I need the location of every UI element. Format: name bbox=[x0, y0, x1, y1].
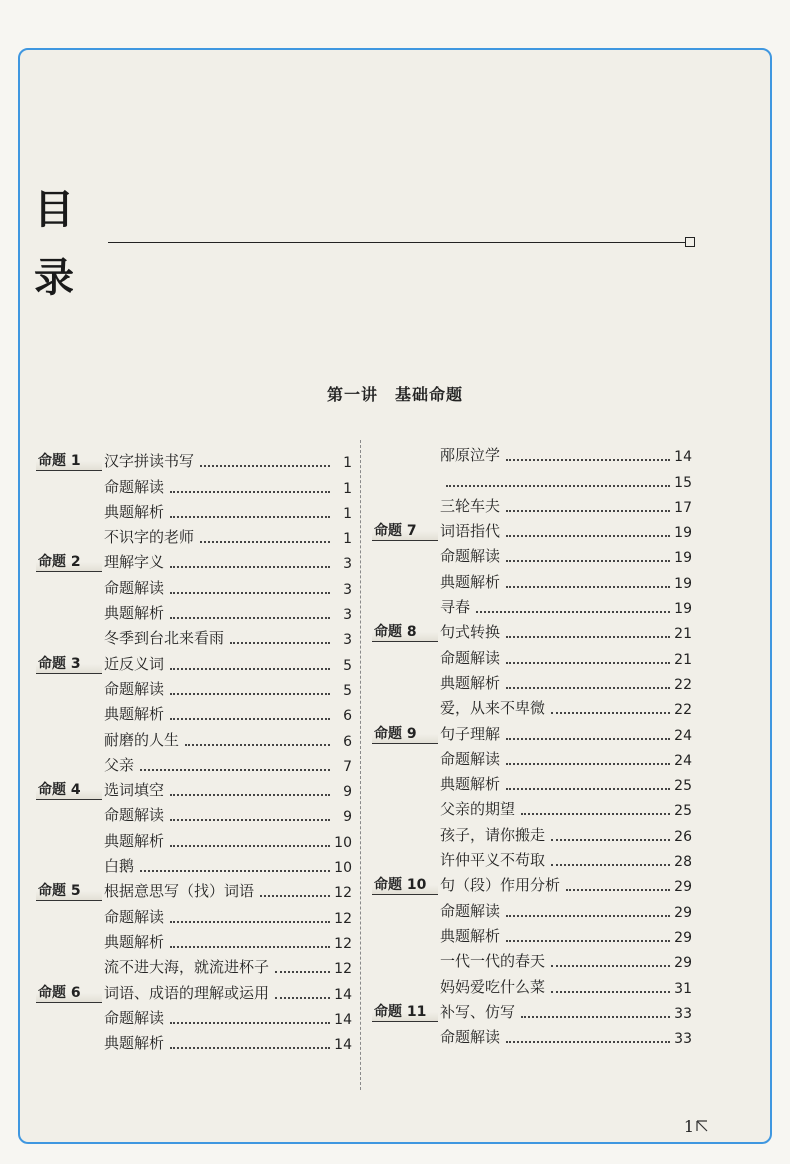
toc-entry-title: 命题解读 bbox=[104, 578, 165, 597]
toc-page-number: 24 bbox=[674, 752, 692, 769]
toc-entry-row[interactable] bbox=[372, 491, 692, 516]
toc-page-number: 19 bbox=[674, 550, 692, 567]
leader-dots bbox=[170, 1047, 330, 1049]
heading-rule bbox=[108, 242, 688, 243]
toc-entry-title: 孩子，请你搬走 bbox=[440, 825, 546, 844]
toc-page-number: 26 bbox=[674, 828, 692, 845]
leader-dots bbox=[170, 819, 330, 821]
toc-entry-title: 父亲的期望 bbox=[440, 800, 516, 819]
leader-dots bbox=[170, 845, 330, 847]
toc-entry-row[interactable] bbox=[36, 927, 352, 952]
toc-entry-row[interactable] bbox=[372, 895, 692, 920]
toc-entry-title: 一代一代的春天 bbox=[440, 952, 546, 971]
toc-entry-title: 典题解析 bbox=[104, 604, 165, 623]
toc-entry-row[interactable] bbox=[36, 623, 352, 648]
toc-entry-row[interactable] bbox=[372, 566, 692, 591]
toc-page-number: 7 bbox=[343, 758, 352, 775]
toc-entry-row[interactable] bbox=[372, 794, 692, 819]
toc-page-number: 14 bbox=[334, 1037, 352, 1054]
toc-entry-title: 理解字义 bbox=[104, 553, 165, 572]
toc-page-number: 12 bbox=[334, 910, 352, 927]
toc-entry-row[interactable] bbox=[36, 851, 352, 876]
column-divider bbox=[360, 440, 361, 1090]
toc-entry-row[interactable] bbox=[372, 921, 692, 946]
toc-page-number: 19 bbox=[674, 601, 692, 618]
topic-badge: 命题 2 bbox=[36, 551, 102, 572]
toc-topic-row[interactable] bbox=[36, 648, 352, 673]
leader-dots bbox=[506, 459, 670, 461]
toc-page-number: 5 bbox=[343, 657, 352, 674]
bleed-through-texture bbox=[100, 110, 740, 490]
toc-entry-title: 典题解析 bbox=[104, 932, 165, 951]
toc-entry-row[interactable] bbox=[36, 724, 352, 749]
leader-dots bbox=[506, 560, 670, 562]
toc-entry-row[interactable] bbox=[36, 497, 352, 522]
toc-entry-row[interactable] bbox=[372, 744, 692, 769]
corner-arrow-icon bbox=[696, 1120, 708, 1132]
toc-entry-title: 典题解析 bbox=[104, 1034, 165, 1053]
toc-topic-row[interactable] bbox=[36, 446, 352, 471]
page-frame bbox=[18, 48, 772, 1144]
toc-entry-row[interactable] bbox=[36, 598, 352, 623]
toc-entry-row[interactable] bbox=[372, 642, 692, 667]
toc-page-number: 29 bbox=[674, 879, 692, 896]
leader-dots bbox=[521, 813, 670, 815]
toc-entry-title: 许仲平义不苟取 bbox=[440, 851, 546, 870]
leader-dots bbox=[140, 870, 330, 872]
heading-char-lu: 录 bbox=[34, 255, 74, 301]
leader-dots bbox=[506, 940, 670, 942]
toc-entry-title: 命题解读 bbox=[104, 1008, 165, 1027]
toc-page-number: 14 bbox=[334, 986, 352, 1003]
leader-dots bbox=[275, 997, 330, 999]
toc-entry-row[interactable] bbox=[372, 845, 692, 870]
toc-page-number: 9 bbox=[343, 784, 352, 801]
topic-badge: 命题 5 bbox=[36, 880, 102, 901]
leader-dots bbox=[200, 541, 330, 543]
toc-page-number: 28 bbox=[674, 854, 692, 871]
leader-dots bbox=[551, 712, 670, 714]
topic-badge: 命题 11 bbox=[372, 1001, 438, 1022]
toc-entry-title: 白鹅 bbox=[104, 857, 135, 876]
toc-entry-row[interactable] bbox=[36, 750, 352, 775]
leader-dots bbox=[521, 1016, 670, 1018]
leader-dots bbox=[551, 991, 670, 993]
toc-page-number: 12 bbox=[334, 935, 352, 952]
leader-dots bbox=[506, 1041, 670, 1043]
toc-entry-row[interactable] bbox=[372, 946, 692, 971]
toc-topic-row[interactable] bbox=[36, 876, 352, 901]
toc-page-number: 24 bbox=[674, 727, 692, 744]
toc-entry-title: 命题解读 bbox=[104, 679, 165, 698]
toc-entry-title: 妈妈爱吃什么菜 bbox=[440, 977, 546, 996]
toc-left-column bbox=[36, 446, 352, 1053]
leader-dots bbox=[170, 946, 330, 948]
toc-entry-row[interactable] bbox=[36, 825, 352, 850]
toc-page-number: 5 bbox=[343, 682, 352, 699]
toc-entry-title: 典题解析 bbox=[104, 831, 165, 850]
toc-page-number: 29 bbox=[674, 955, 692, 972]
toc-entry-title: 寻春 bbox=[440, 598, 471, 617]
toc-entry-row[interactable] bbox=[36, 522, 352, 547]
toc-entry-title: 选词填空 bbox=[104, 781, 165, 800]
leader-dots bbox=[170, 693, 330, 695]
toc-entry-row[interactable] bbox=[372, 668, 692, 693]
toc-page-number: 12 bbox=[334, 885, 352, 902]
leader-dots bbox=[551, 965, 670, 967]
toc-topic-row[interactable] bbox=[36, 775, 352, 800]
topic-badge: 命题 8 bbox=[372, 621, 438, 642]
toc-entry-row[interactable] bbox=[372, 769, 692, 794]
toc-entry-title: 邴原泣学 bbox=[440, 446, 501, 465]
toc-page-number: 3 bbox=[343, 607, 352, 624]
topic-badge: 命题 1 bbox=[36, 450, 102, 471]
toc-entry-title: 命题解读 bbox=[104, 806, 165, 825]
toc-topic-row[interactable] bbox=[372, 617, 692, 642]
toc-page-number: 14 bbox=[334, 1011, 352, 1028]
leader-dots bbox=[506, 915, 670, 917]
toc-topic-row[interactable] bbox=[36, 977, 352, 1002]
toc-page-number: 10 bbox=[334, 860, 352, 877]
leader-dots bbox=[551, 864, 670, 866]
toc-entry-row[interactable] bbox=[372, 440, 692, 465]
topic-badge: 命题 3 bbox=[36, 653, 102, 674]
toc-entry-title: 命题解读 bbox=[104, 907, 165, 926]
toc-entry-title: 词语指代 bbox=[440, 522, 501, 541]
toc-entry-row[interactable] bbox=[372, 1022, 692, 1047]
leader-dots bbox=[275, 971, 330, 973]
leader-dots bbox=[506, 586, 670, 588]
toc-entry-title: 根据意思写（找）词语 bbox=[104, 882, 255, 901]
toc-entry-title: 补写、仿写 bbox=[440, 1002, 516, 1021]
leader-dots bbox=[170, 668, 330, 670]
toc-topic-row[interactable] bbox=[372, 997, 692, 1022]
leader-dots bbox=[506, 788, 670, 790]
leader-dots bbox=[551, 839, 670, 841]
toc-entry-row[interactable] bbox=[36, 952, 352, 977]
toc-entry-title: 汉字拼读书写 bbox=[104, 452, 195, 471]
toc-entry-row[interactable] bbox=[372, 541, 692, 566]
toc-entry-title: 父亲 bbox=[104, 755, 135, 774]
topic-badge: 命题 9 bbox=[372, 723, 438, 744]
toc-page-number: 19 bbox=[674, 575, 692, 592]
lecture-title: 第一讲 基础命题 bbox=[326, 385, 463, 404]
leader-dots bbox=[476, 611, 670, 613]
topic-badge: 命题 10 bbox=[372, 874, 438, 895]
toc-page-number: 3 bbox=[343, 581, 352, 598]
leader-dots bbox=[170, 491, 330, 493]
toc-page-number: 29 bbox=[674, 904, 692, 921]
toc-page-number: 12 bbox=[334, 961, 352, 978]
topic-badge: 命题 4 bbox=[36, 779, 102, 800]
toc-page-number: 15 bbox=[674, 474, 692, 491]
leader-dots bbox=[506, 510, 670, 512]
toc-page-number: 3 bbox=[343, 632, 352, 649]
toc-page-number: 9 bbox=[343, 809, 352, 826]
toc-page-number: 25 bbox=[674, 803, 692, 820]
toc-page-number: 6 bbox=[343, 708, 352, 725]
toc-entry-row[interactable] bbox=[36, 901, 352, 926]
toc-page-number: 29 bbox=[674, 929, 692, 946]
toc-entry-title: 命题解读 bbox=[440, 1028, 501, 1047]
toc-page-number: 25 bbox=[674, 778, 692, 795]
leader-dots bbox=[200, 465, 330, 467]
toc-entry-title: 典题解析 bbox=[104, 705, 165, 724]
toc-entry-row[interactable] bbox=[36, 674, 352, 699]
leader-dots bbox=[506, 636, 670, 638]
toc-entry-row[interactable] bbox=[36, 471, 352, 496]
leader-dots bbox=[170, 1022, 330, 1024]
leader-dots bbox=[170, 794, 330, 796]
toc-entry-title: 耐磨的人生 bbox=[104, 730, 180, 749]
toc-entry-title: 流不进大海，就流进杯子 bbox=[104, 958, 270, 977]
toc-entry-title: 三轮车夫 bbox=[440, 496, 501, 515]
toc-entry-row[interactable] bbox=[372, 592, 692, 617]
toc-right-column bbox=[372, 440, 692, 1047]
leader-dots bbox=[506, 687, 670, 689]
toc-entry-row[interactable] bbox=[372, 693, 692, 718]
toc-entry-title: 爱，从来不卑微 bbox=[440, 699, 546, 718]
toc-entry-title: 典题解析 bbox=[104, 502, 165, 521]
toc-entry-title: 典题解析 bbox=[440, 775, 501, 794]
leader-dots bbox=[506, 662, 670, 664]
toc-topic-row[interactable] bbox=[372, 718, 692, 743]
toc-entry-title: 命题解读 bbox=[104, 477, 165, 496]
toc-page-number: 31 bbox=[674, 980, 692, 997]
toc-entry-title: 句子理解 bbox=[440, 724, 501, 743]
topic-badge: 命题 6 bbox=[36, 982, 102, 1003]
toc-entry-title: 典题解析 bbox=[440, 572, 501, 591]
leader-dots bbox=[170, 516, 330, 518]
leader-dots bbox=[170, 921, 330, 923]
toc-entry-title: 命题解读 bbox=[440, 901, 501, 920]
leader-dots bbox=[185, 744, 330, 746]
toc-page-number: 21 bbox=[674, 651, 692, 668]
toc-entry-row[interactable] bbox=[372, 819, 692, 844]
toc-topic-row[interactable] bbox=[372, 870, 692, 895]
heading-char-mu: 目 bbox=[34, 187, 74, 233]
toc-entry-row[interactable] bbox=[36, 800, 352, 825]
toc-entry-title: 命题解读 bbox=[440, 749, 501, 768]
leader-dots bbox=[170, 617, 330, 619]
toc-page-number: 14 bbox=[674, 449, 692, 466]
toc-page-number: 1 bbox=[343, 480, 352, 497]
toc-page-number: 17 bbox=[674, 499, 692, 516]
topic-badge: 命题 7 bbox=[372, 520, 438, 541]
toc-page-number: 6 bbox=[343, 733, 352, 750]
toc-page-number: 19 bbox=[674, 525, 692, 542]
rule-end-square bbox=[685, 237, 695, 247]
leader-dots bbox=[140, 769, 330, 771]
toc-entry-title: 不识字的老师 bbox=[104, 528, 195, 547]
leader-dots bbox=[506, 763, 670, 765]
leader-dots bbox=[170, 718, 330, 720]
toc-entry-row[interactable] bbox=[372, 971, 692, 996]
toc-entry-row[interactable] bbox=[36, 1028, 352, 1053]
toc-page-number: 1 bbox=[343, 505, 352, 522]
leader-dots bbox=[170, 592, 330, 594]
toc-page-number: 21 bbox=[674, 626, 692, 643]
toc-entry-title: 命题解读 bbox=[440, 648, 501, 667]
toc-entry-row[interactable] bbox=[36, 572, 352, 597]
leader-dots bbox=[260, 895, 330, 897]
toc-entry-title: 命题解读 bbox=[440, 547, 501, 566]
toc-entry-title: 句式转换 bbox=[440, 623, 501, 642]
leader-dots bbox=[446, 485, 670, 487]
toc-page-number: 22 bbox=[674, 676, 692, 693]
toc-entry-title: 典题解析 bbox=[440, 673, 501, 692]
toc-entry-title: 句（段）作用分析 bbox=[440, 876, 561, 895]
toc-page-number: 3 bbox=[343, 556, 352, 573]
toc-page-number: 33 bbox=[674, 1005, 692, 1022]
page-number: 1 bbox=[683, 1117, 694, 1136]
toc-entry-title: 冬季到台北来看雨 bbox=[104, 629, 225, 648]
toc-entry-row[interactable] bbox=[372, 465, 692, 490]
toc-topic-row[interactable] bbox=[36, 547, 352, 572]
toc-entry-title: 近反义词 bbox=[104, 654, 165, 673]
toc-entry-title: 典题解析 bbox=[440, 926, 501, 945]
toc-page-number: 22 bbox=[674, 702, 692, 719]
leader-dots bbox=[506, 535, 670, 537]
leader-dots bbox=[506, 738, 670, 740]
toc-page-number: 1 bbox=[343, 455, 352, 472]
toc-entry-title: 词语、成语的理解或运用 bbox=[104, 983, 270, 1002]
leader-dots bbox=[170, 566, 330, 568]
leader-dots bbox=[566, 889, 670, 891]
toc-page-number: 1 bbox=[343, 531, 352, 548]
toc-entry-row[interactable] bbox=[36, 699, 352, 724]
leader-dots bbox=[230, 642, 330, 644]
toc-page-number: 33 bbox=[674, 1031, 692, 1048]
toc-entry-row[interactable] bbox=[36, 1003, 352, 1028]
toc-page-number: 10 bbox=[334, 834, 352, 851]
toc-topic-row[interactable] bbox=[372, 516, 692, 541]
